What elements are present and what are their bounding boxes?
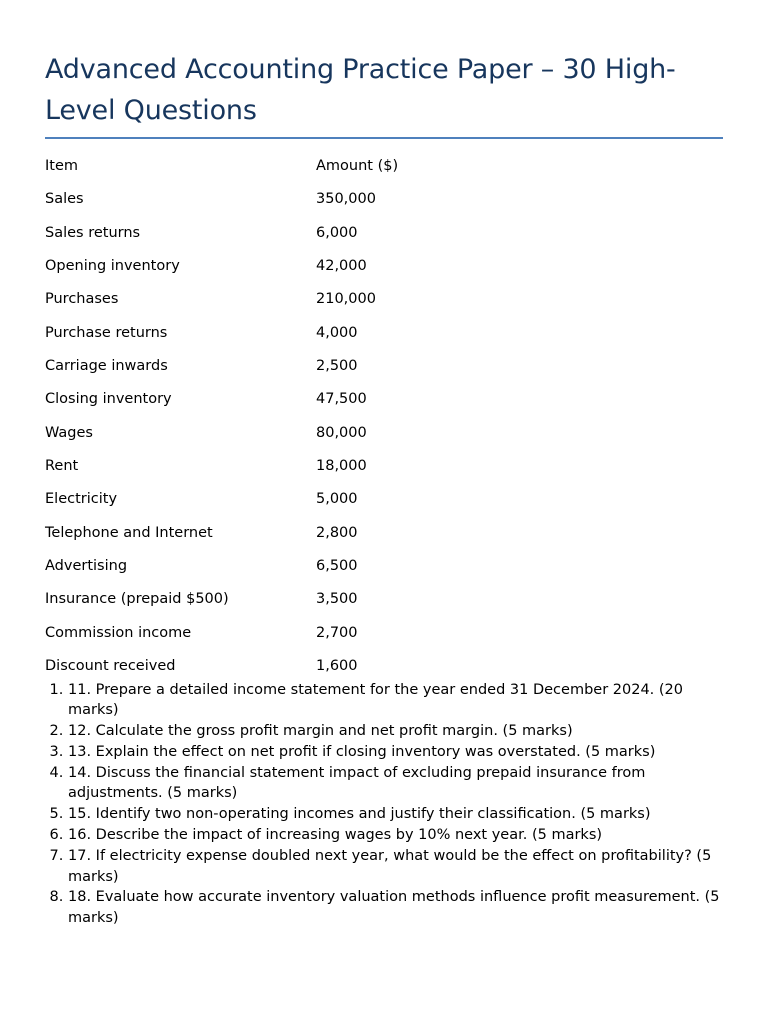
table-row [45, 556, 516, 589]
row-item: Wages [45, 424, 93, 441]
row-item: Insurance (prepaid $500) [45, 591, 229, 608]
row-amount: 47,500 [316, 391, 367, 408]
table-row [45, 223, 516, 256]
accounts-table [45, 156, 516, 690]
document-title: Advanced Accounting Practice Paper – 30 High-Level Questions [45, 0, 723, 139]
question-item: 1. 11. Prepare a detailed income statement for the year ended 31 December 2024. (20 marks) [68, 680, 723, 722]
question-item: 7. 17. If electricity expense doubled next year, what would be the effect on profitability? (5 marks) [68, 846, 723, 888]
column-header-item: Item [45, 158, 79, 174]
question-item: 4. 14. Discuss the financial statement impact of excluding prepaid insurance from adjustments. (5 marks) [68, 763, 723, 805]
question-list [45, 680, 723, 930]
row-amount: 4,000 [316, 324, 358, 341]
row-amount: 1,600 [316, 658, 358, 675]
row-amount: 6,000 [316, 224, 358, 241]
row-item: Carriage inwards [45, 358, 168, 375]
row-item: Commission income [45, 624, 192, 641]
row-amount: 80,000 [316, 424, 367, 441]
row-amount: 6,500 [316, 558, 358, 575]
row-amount: 42,000 [316, 258, 367, 275]
column-header-amount: Amount ($) [316, 158, 399, 174]
table-header-row [45, 156, 516, 189]
question-item: 6. 16. Describe the impact of increasing wages by 10% next year. (5 marks) [68, 825, 723, 846]
table-row [45, 389, 516, 422]
row-item: Sales returns [45, 224, 141, 241]
table-row [45, 589, 516, 622]
row-item: Discount received [45, 658, 176, 675]
table-row [45, 289, 516, 322]
row-item: Closing inventory [45, 391, 172, 408]
row-amount: 3,500 [316, 591, 358, 608]
row-item: Telephone and Internet [45, 524, 213, 541]
row-item: Electricity [45, 491, 118, 508]
table-row [45, 256, 516, 289]
table-row [45, 323, 516, 356]
table-row [45, 189, 516, 222]
question-item: 5. 15. Identify two non-operating incomes and justify their classification. (5 marks) [68, 804, 723, 825]
table-row [45, 489, 516, 522]
row-amount: 18,000 [316, 458, 367, 475]
row-amount: 5,000 [316, 491, 358, 508]
row-item: Advertising [45, 558, 128, 575]
row-amount: 350,000 [316, 191, 376, 208]
row-item: Rent [45, 458, 79, 475]
row-item: Purchase returns [45, 324, 168, 341]
row-item: Purchases [45, 291, 119, 308]
table-row [45, 356, 516, 389]
table-row [45, 456, 516, 489]
table-row [45, 623, 516, 656]
question-item: 8. 18. Evaluate how accurate inventory valuation methods influence profit measurement. (5 marks) [68, 887, 723, 929]
row-item: Sales [45, 191, 84, 208]
document-page [45, 0, 723, 929]
table-row [45, 523, 516, 556]
row-amount: 2,700 [316, 624, 358, 641]
question-item: 2. 12. Calculate the gross profit margin and net profit margin. (5 marks) [68, 721, 723, 742]
row-amount: 210,000 [316, 291, 376, 308]
row-amount: 2,500 [316, 358, 358, 375]
table-row [45, 423, 516, 456]
row-item: Opening inventory [45, 258, 180, 275]
row-amount: 2,800 [316, 524, 358, 541]
question-item: 3. 13. Explain the effect on net profit if closing inventory was overstated. (5 marks) [68, 742, 723, 763]
